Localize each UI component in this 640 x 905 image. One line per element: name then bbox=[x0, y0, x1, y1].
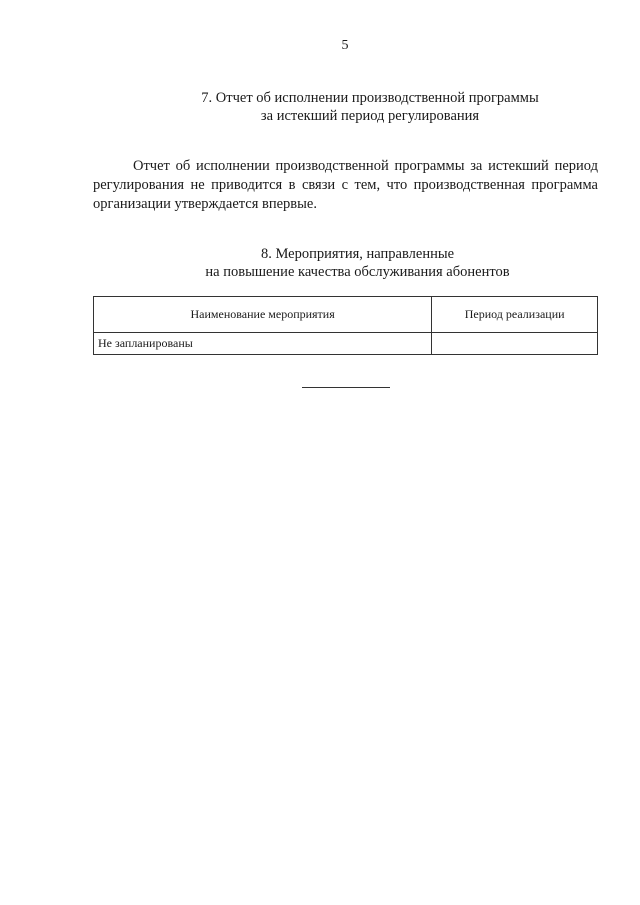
column-header-period: Период реализации bbox=[432, 297, 598, 333]
table-cell-period bbox=[432, 333, 598, 355]
section-7-paragraph: Отчет об исполнении производственной программы за истекший период регулирования не приводится в связи с тем, что производственная программа организации утверждается впервые. bbox=[93, 158, 598, 212]
table-row bbox=[94, 333, 598, 355]
column-header-event-name: Наименование мероприятия bbox=[94, 297, 432, 333]
section-8-heading bbox=[0, 245, 640, 281]
section-7-heading-line-2: за истекший период регулирования bbox=[260, 108, 480, 124]
section-7-heading bbox=[0, 89, 640, 125]
table-header-row bbox=[94, 297, 598, 333]
section-7-heading-line-1: 7. Отчет об исполнении производственной программы bbox=[201, 90, 539, 106]
events-table bbox=[93, 296, 598, 355]
section-8-heading-line-1: 8. Мероприятия, направленные bbox=[260, 246, 455, 262]
table-cell-event-name: Не запланированы bbox=[94, 333, 432, 355]
section-8-heading-line-2: на повышение качества обслуживания абонентов bbox=[205, 264, 510, 280]
page-number: 5 bbox=[341, 38, 349, 53]
end-divider bbox=[302, 387, 390, 388]
